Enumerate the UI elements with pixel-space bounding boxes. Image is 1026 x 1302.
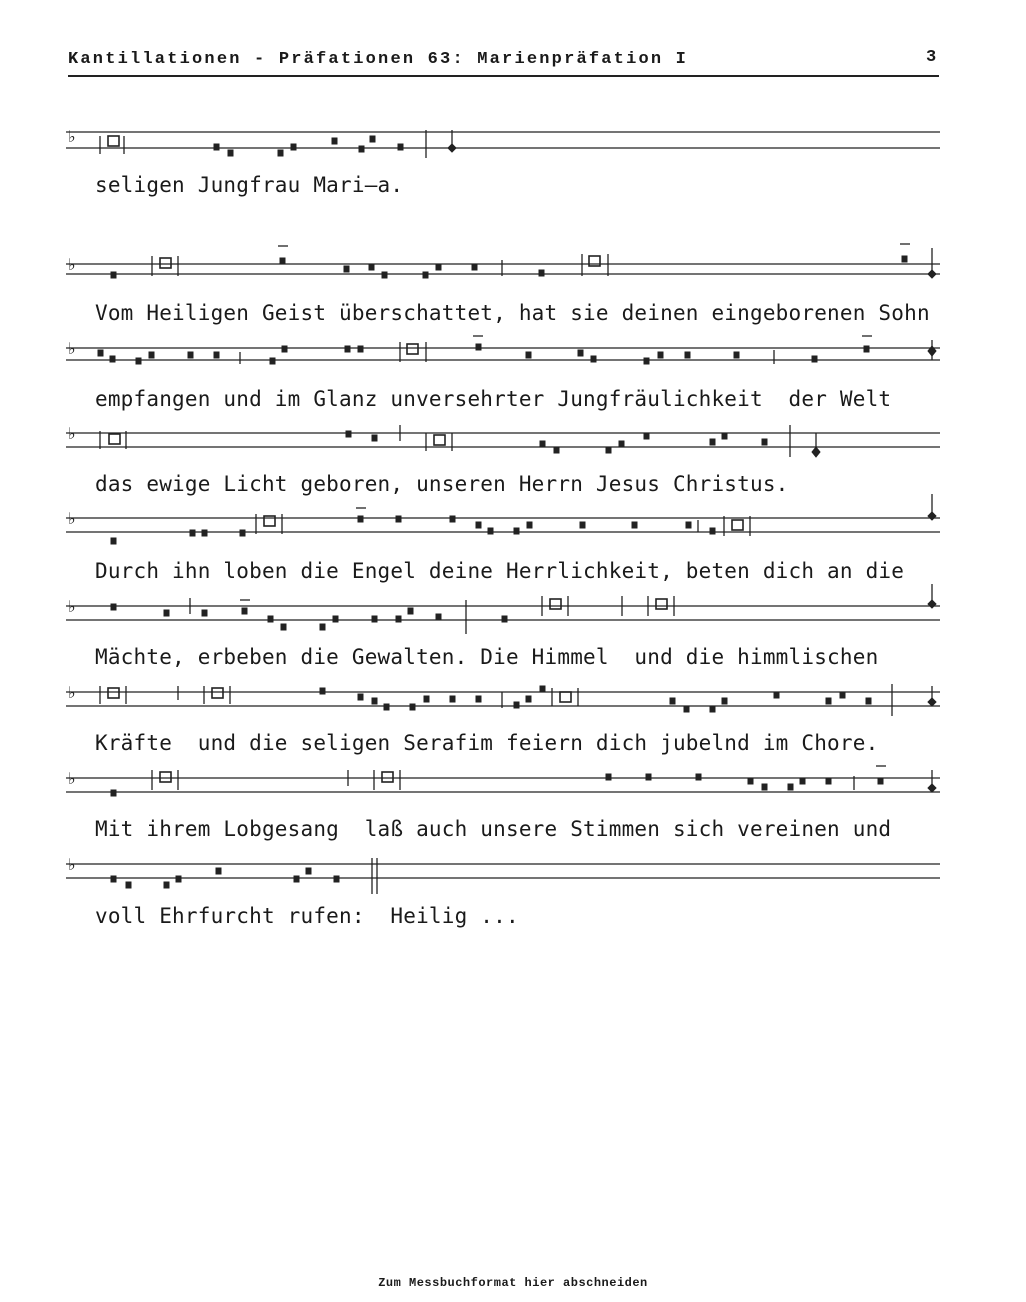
svg-text:♭: ♭ — [68, 769, 76, 788]
svg-text:♭: ♭ — [68, 127, 76, 146]
svg-text:♭: ♭ — [68, 424, 76, 443]
svg-text:♭: ♭ — [68, 683, 76, 702]
page-number: 3 — [926, 48, 937, 67]
lyric-line-4: das ewige Licht geboren, unseren Herrn Jesus Christus. — [95, 472, 789, 496]
music-staff-2 — [66, 246, 940, 286]
lyric-line-9: voll Ehrfurcht rufen: Heilig ... — [95, 904, 519, 928]
svg-text:♭: ♭ — [68, 509, 76, 528]
footer-note: Zum Messbuchformat hier abschneiden — [378, 1276, 648, 1290]
music-staff-8 — [66, 766, 940, 806]
music-staff-9 — [66, 856, 940, 896]
lyric-line-3: empfangen und im Glanz unversehrter Jungfräulichkeit der Welt — [95, 387, 892, 411]
svg-text:♭: ♭ — [68, 255, 76, 274]
music-staff-4 — [66, 421, 940, 461]
page-title: Kantillationen - Präfationen 63: Marienpräfation I — [68, 50, 689, 69]
music-staff-5 — [66, 506, 940, 546]
lyric-line-8: Mit ihrem Lobgesang laß auch unsere Stimmen sich vereinen und — [95, 817, 892, 841]
svg-text:♭: ♭ — [68, 855, 76, 874]
lyric-line-7: Kräfte und die seligen Serafim feiern dich jubelnd im Chore. — [95, 731, 879, 755]
music-staff-1 — [66, 126, 940, 166]
svg-text:♭: ♭ — [68, 339, 76, 358]
lyric-line-6: Mächte, erbeben die Gewalten. Die Himmel und die himmlischen — [95, 645, 879, 669]
header-rule — [68, 75, 939, 77]
lyric-line-5: Durch ihn loben die Engel deine Herrlichkeit, beten dich an die — [95, 559, 905, 583]
svg-text:♭: ♭ — [68, 597, 76, 616]
music-staff-7 — [66, 680, 940, 720]
music-staff-3 — [66, 334, 940, 374]
lyric-line-1: seligen Jungfrau Mari—a. — [95, 173, 404, 197]
lyric-line-2: Vom Heiligen Geist überschattet, hat sie deinen eingeborenen Sohn — [95, 301, 930, 325]
music-staff-6 — [66, 594, 940, 634]
